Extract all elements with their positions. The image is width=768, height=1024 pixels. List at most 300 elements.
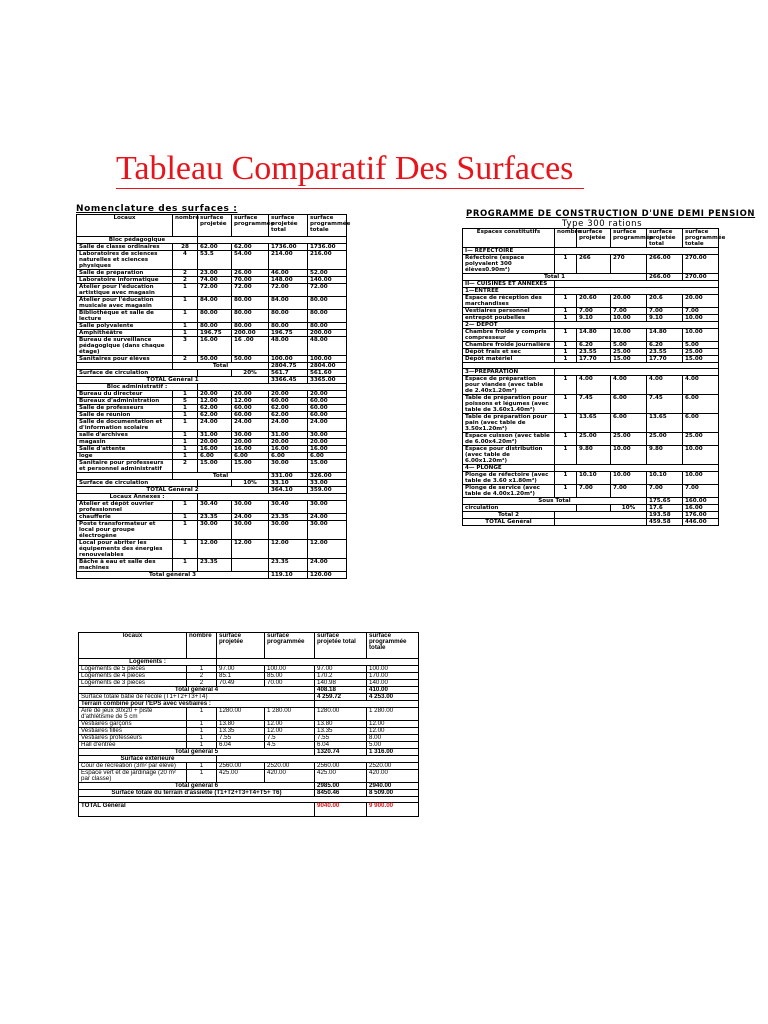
row-value: 1 [187,735,217,742]
table-row [77,251,347,270]
row-label: Plonge de réfectoire (avec table de 3.60 x1.80m²) [463,472,555,485]
row-value: 54.00 [232,251,269,270]
row-value: 8.00 [367,735,419,742]
circulation-value: 17.6 [647,505,683,512]
row-value: 31.00 [198,432,232,439]
row-label: Aire de jeux 30x20 + piste d'athlétisme de 5 cm [79,708,187,721]
row-label: Laboratoires de sciences naturelles et sciences physiques [77,251,173,270]
row-value: 60.00 [308,398,347,405]
row-label: Logements de 3 pièces [79,680,187,687]
row-value: 1 [173,540,198,559]
total-label: Total 2 [463,512,555,519]
row-label: Chambre froide y compris compresseur [463,329,555,342]
row-value: 25.00 [577,433,611,446]
total-value: 176.00 [683,512,719,519]
table-row [77,540,347,559]
row-value: 100.00 [308,356,347,363]
circulation-row [77,370,347,377]
row-value: 80.00 [308,323,347,330]
row-value: 1 [173,330,198,337]
table-cell [555,519,647,526]
row-value: 23.00 [198,270,232,277]
row-value: 1 [173,297,198,310]
section-heading: Logements : [79,659,217,666]
row-value: 20.00 [232,391,269,398]
row-label: Espace cuisson (avec table de 6.00x4.20m²) [463,433,555,446]
row-value: 15.00 [198,460,232,473]
row-value: 200.00 [232,330,269,337]
row-value: 25.00 [683,433,719,446]
column-header: surface programmée [265,633,315,659]
row-value: 80.00 [198,310,232,323]
row-value: 6.00 [683,414,719,433]
general-total-row [77,487,347,494]
row-value: 1 [173,391,198,398]
table-row [77,284,347,297]
circulation-value: 16.00 [683,505,719,512]
total-value: 2940.00 [367,783,419,790]
row-value: 62.00 [232,244,269,251]
circulation-rate: 20% [232,370,269,377]
row-value: 4.00 [683,376,719,395]
row-value: 85.1 [217,673,265,680]
row-value: 24.00 [198,419,232,432]
row-value: 20.00 [269,391,308,398]
row-value: 48.00 [308,337,347,356]
table-row [77,432,347,439]
table-cell [555,248,719,255]
table-row [77,501,347,514]
row-value: 10.00 [683,446,719,465]
column-header: surface programmée totale [683,229,719,248]
table-row [77,514,347,521]
general-total-row [77,572,347,579]
row-label: Vestiaires garçons [79,721,187,728]
table-row [463,472,719,485]
row-value: 13.35 [315,728,367,735]
row-value: 30.00 [308,521,347,540]
section-row [77,237,347,244]
table-row [79,770,419,783]
row-value: 60.00 [269,398,308,405]
row-value: 140.00 [367,680,419,687]
table-cell [555,512,647,519]
column-header: nombre [187,633,217,659]
column-header: surface programmée totale [367,633,419,659]
total-label: Total général 5 [79,749,315,756]
table-row [77,460,347,473]
table-row [463,446,719,465]
row-value: 420.00 [265,770,315,783]
table-row [463,376,719,395]
row-value: 16 .00 [232,337,269,356]
row-value: 7.00 [647,308,683,315]
row-value: 9.80 [647,446,683,465]
row-value: 2560.00 [315,763,367,770]
circulation-value: 33.00 [308,480,347,487]
row-value: 1 [173,514,198,521]
table-row [77,559,347,572]
table-cell [555,369,719,376]
row-value: 7.5 [265,735,315,742]
total-value: 1 316.00 [367,749,419,756]
table-row [463,485,719,498]
row-value: 270.00 [683,255,719,274]
page-title: Tableau Comparatif Des Surfaces [116,150,574,187]
row-value: 85.00 [265,673,315,680]
row-value: 23.35 [269,514,308,521]
table-row [77,391,347,398]
general-total-value: 9040.00 [315,803,367,817]
circulation-rate: 10% [232,480,269,487]
general-total-value: 3366.45 [269,377,308,384]
circulation-rate: 10% [611,505,647,512]
table2-subcaption: Type 300 rations [562,219,643,229]
row-value: 6.00 [198,453,232,460]
general-total-value: 3365.00 [308,377,347,384]
row-value: 10.10 [577,472,611,485]
row-value: 13.65 [647,414,683,433]
row-value: 30.00 [232,501,269,514]
row-value: 1 [187,728,217,735]
circulation-label: Surface de circulation [77,480,198,487]
table-row [463,342,719,349]
row-value: 214.00 [269,251,308,270]
row-value: 24.00 [232,514,269,521]
row-value: 2 [173,277,198,284]
row-value: 5.00 [611,342,647,349]
row-label: Salle de professeurs [77,405,173,412]
row-value: 170.2 [315,673,367,680]
row-value: 30.00 [269,521,308,540]
row-value: 25.00 [611,349,647,356]
row-label: Laboratoire informatique [77,277,173,284]
row-value: 100.00 [367,666,419,673]
section-row [463,281,719,288]
row-value: 80.00 [269,323,308,330]
row-value: 30.00 [232,432,269,439]
row-value: 1 [555,356,577,363]
row-value: 1280.00 [217,708,265,721]
row-value: 9.10 [647,315,683,322]
row-value: 80.00 [232,297,269,310]
table-cell [198,237,347,244]
row-value: 1 [173,432,198,439]
general-total-value: 9 900.00 [367,803,419,817]
row-value: 24.00 [232,419,269,432]
row-value: 2 [173,460,198,473]
row-value: 2520.00 [367,763,419,770]
row-value: 24.00 [308,419,347,432]
row-value: 17.70 [577,356,611,363]
row-value [232,559,269,572]
row-label: Local pour abriter les équipements des énergies renouvelables [77,540,173,559]
row-value: 9.80 [577,446,611,465]
row-value: 2560.00 [217,763,265,770]
row-label: Logements de 5 pièces [79,666,187,673]
row-value: 60.00 [308,405,347,412]
general-total-row [79,803,419,817]
row-value: 24.00 [269,419,308,432]
circulation-row [463,505,719,512]
row-value: 1 [187,763,217,770]
row-value: 140.00 [308,277,347,284]
row-value: 6.00 [683,395,719,414]
row-value: 12.00 [308,540,347,559]
row-label: Réfectoire (espace polyvalent 300 élèves0.90m²) [463,255,555,274]
row-value: 13.80 [315,721,367,728]
table-row [463,255,719,274]
general-total-value: 459.58 [647,519,683,526]
total-value: 331.00 [269,473,308,480]
table1-caption: Nomenclature des surfaces : [76,204,238,214]
row-value: 20.00 [198,391,232,398]
table-row [463,329,719,342]
subsection-row [463,465,719,472]
row-value: 196.75 [198,330,232,337]
row-value: 80.00 [308,297,347,310]
row-value: 2 [173,270,198,277]
title-underline [116,188,584,189]
row-value: 74.00 [198,277,232,284]
row-value: 24.00 [308,514,347,521]
row-value: 1 [173,405,198,412]
table-row [77,310,347,323]
row-value: 7.00 [577,485,611,498]
row-value: 30.00 [308,501,347,514]
row-value: 1 [555,376,577,395]
column-header: nombre [555,229,577,248]
row-label: Espace pour distribution (avec table de 6.00x1.20m²) [463,446,555,465]
column-header: surface programmée [232,215,269,237]
row-value: 30.40 [269,501,308,514]
row-value: 1 [187,721,217,728]
row-value: 9.10 [577,315,611,322]
total-value: 160.00 [683,498,719,505]
row-value: 1 [555,485,577,498]
row-value: 1 [555,414,577,433]
row-value: 7.00 [611,308,647,315]
row-value: 1 [555,446,577,465]
row-value: 7.00 [647,485,683,498]
row-value: 72.00 [198,284,232,297]
subsection-heading: 3—PREPARATION [463,369,555,376]
section-heading: Locaux Annexes : [77,494,198,501]
row-value: 1 [173,446,198,453]
total-row [79,790,419,797]
column-header: Locaux [77,215,173,237]
row-value: 84.00 [269,297,308,310]
row-value: 80.00 [198,323,232,330]
row-value: 1 [555,349,577,356]
subsection-heading: 4— PLONGE [463,465,555,472]
row-value: 23.55 [647,349,683,356]
table-logements-terrain [78,632,419,817]
row-label: Atelier pour l'éducation artistique avec magasin [77,284,173,297]
row-value: 30.00 [269,460,308,473]
row-label: Salle d'attente [77,446,173,453]
table-row [463,349,719,356]
table-row [77,337,347,356]
row-label: Poste transformateur et local pour groupe électrogène [77,521,173,540]
row-value: 62.00 [198,412,232,419]
section-heading: II— CUISINES ET ANNEXES [463,281,555,288]
total-label: Total [173,473,269,480]
row-value: 20.00 [232,439,269,446]
column-header: surface projetée [217,633,265,659]
row-label: Plonge de service (avec table de 4.00x1.20m²) [463,485,555,498]
row-label: Dépôt matériel [463,356,555,363]
row-value: 170.00 [367,673,419,680]
table-row [77,412,347,419]
row-value: 15.00 [308,460,347,473]
row-value: 70.00 [265,680,315,687]
total-label: Total général 4 [79,687,315,694]
row-value: 12.00 [198,540,232,559]
row-value: 6.20 [647,342,683,349]
table-row [77,439,347,446]
row-value: 6.00 [269,453,308,460]
table-cell [77,363,173,370]
row-label: loge [77,453,173,460]
row-value: 12.00 [198,398,232,405]
row-value: 72.00 [269,284,308,297]
row-value: 1 [187,770,217,783]
row-value: 100.00 [269,356,308,363]
row-value: 4.00 [577,376,611,395]
table-cell [555,288,719,295]
table-cell [198,370,232,377]
row-value: 266 [577,255,611,274]
row-value: 200.00 [308,330,347,337]
row-value: 2 [173,356,198,363]
section-heading: Bloc pédagogique [77,237,198,244]
row-value: 1 [173,284,198,297]
row-value: 13.35 [217,728,265,735]
row-value: 16.00 [198,337,232,356]
total-value: 4 253.00 [367,694,419,701]
row-value: 1736.00 [269,244,308,251]
column-header: locaux [79,633,187,659]
row-value: 420.00 [367,770,419,783]
row-value: 196.75 [269,330,308,337]
row-value: 5 [173,398,198,405]
row-value: 28 [173,244,198,251]
row-value: 1 [187,666,217,673]
row-value: 80.00 [232,323,269,330]
table-row [77,356,347,363]
row-value: 1 [173,559,198,572]
table-row [463,295,719,308]
row-value: 30.00 [308,432,347,439]
row-label: Bureau du directeur [77,391,173,398]
row-value: 20.00 [308,439,347,446]
row-value: 17.70 [647,356,683,363]
row-value: 1 [173,439,198,446]
row-value: 12.00 [265,728,315,735]
row-value: 25.00 [611,433,647,446]
table-row [77,323,347,330]
row-label: Espace de réception des marchandises [463,295,555,308]
table2-caption-text: PROGRAMME DE CONSTRUCTION D'UNE DEMI PENSION [466,209,756,219]
row-value: 10.00 [611,472,647,485]
row-label: Espace de préparation pour viandes (avec table de 2.40x1.20m²) [463,376,555,395]
circulation-value: 561.7 [269,370,308,377]
row-value: 7.00 [611,485,647,498]
row-value: 30.00 [198,521,232,540]
row-value: 48.00 [269,337,308,356]
row-value: 10.00 [683,315,719,322]
row-value: 7.55 [315,735,367,742]
total-value: 1320.74 [315,749,367,756]
row-label: Hall d'entrée [79,742,187,749]
row-label: Espace vert et de jardinage (20 m² par classe) [79,770,187,783]
general-total-value: 446.00 [683,519,719,526]
row-value: 4.00 [611,376,647,395]
row-label: Vestiaires personnel [463,308,555,315]
row-label: Bibliothèque et salle de lecture [77,310,173,323]
row-label: Sanitaires pour élèves [77,356,173,363]
row-label: Salle de préparation [77,270,173,277]
row-value: 26.00 [232,270,269,277]
header-row [77,215,347,237]
subsection-row [463,288,719,295]
row-value: 24.00 [308,559,347,572]
total-label: Total [173,363,269,370]
general-total-row [77,377,347,384]
row-value: 1 [555,255,577,274]
table-row [77,277,347,284]
row-value: 1 [555,295,577,308]
row-value: 15.00 [611,356,647,363]
row-value: 30.00 [232,521,269,540]
row-value: 425.00 [315,770,367,783]
table2-caption [466,209,755,219]
total-label: Total 1 [463,274,647,281]
subsection-heading: 1—ENTREE [463,288,555,295]
table-row [77,446,347,453]
row-value: 4.5 [265,742,315,749]
row-value: 20.00 [308,391,347,398]
table-cell [577,505,611,512]
row-value: 1 [555,395,577,414]
row-value: 4 [173,251,198,270]
section-heading: Bloc administratif : [77,384,198,391]
row-value: 6.00 [611,395,647,414]
row-value: 60.00 [232,405,269,412]
table-row [463,308,719,315]
row-value: 12.00 [232,540,269,559]
table-cell [555,465,719,472]
total-value: 2985.00 [315,783,367,790]
total-value: 410.00 [367,687,419,694]
total-row [463,512,719,519]
row-value: 6.04 [217,742,265,749]
row-label: Table de préparation pour pain (avec table de 3.50x1.20m²) [463,414,555,433]
row-value: 52.00 [308,270,347,277]
row-value: 16.00 [232,446,269,453]
row-value: 60.00 [308,412,347,419]
row-value: 1 [173,521,198,540]
table-cell [198,494,347,501]
row-value: 30.40 [198,501,232,514]
row-label: Amphithéâtre [77,330,173,337]
table-row [463,414,719,433]
row-value: 1 [173,501,198,514]
column-header: surface projetée [577,229,611,248]
column-header: surface projetée total [315,633,367,659]
row-value: 23.35 [198,514,232,521]
